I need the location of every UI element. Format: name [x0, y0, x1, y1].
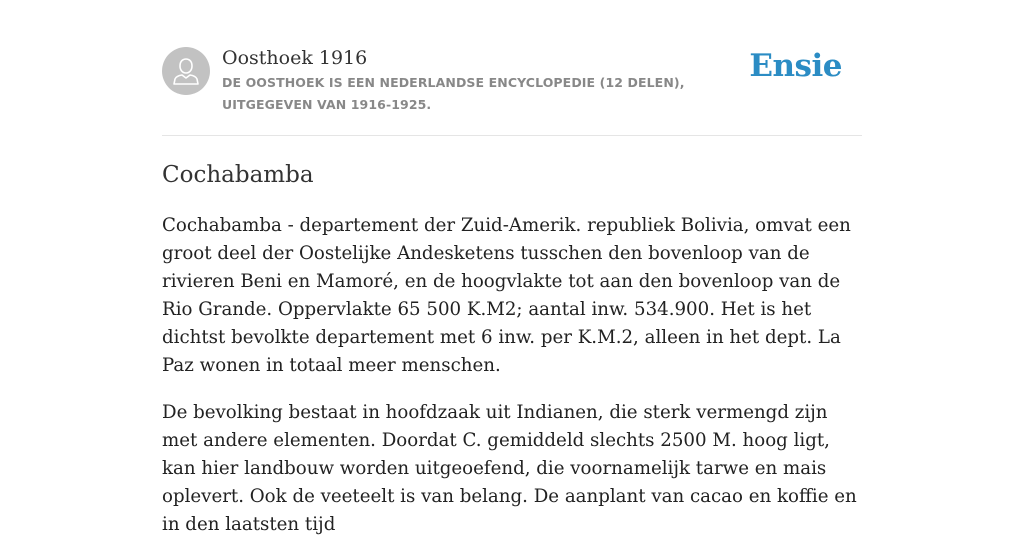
source-name[interactable]: Oosthoek 1916 [222, 47, 368, 69]
source-description: DE OOSTHOEK IS EEN NEDERLANDSE ENCYCLOPEDIE (12 DELEN), UITGEGEVEN VAN 1916-1925. [222, 75, 685, 112]
article-paragraph: Cochabamba - departement der Zuid-Amerik. republiek Bolivia, omvat een groot deel der Oostelijke Andesketens tusschen den bovenloop van de rivieren Beni en Mamoré, en de hoogvlakte tot aan den bovenloop van de Rio Grande. Oppervlakte 65 500 K.M2; aantal inw. 534.900. Het is het dichtst bevolkte departement met 6 inw. per K.M.2, alleen in het dept. La Paz wonen in totaal meer menschen. [162, 215, 851, 376]
article-paragraph: De bevolking bestaat in hoofdzaak uit Indianen, die sterk vermengd zijn met andere elementen. Doordat C. gemiddeld slechts 2500 M. hoog ligt, kan hier landbouw worden uitgeoefend, die voornamelijk tarwe en mais oplevert. Ook de veeteelt is van belang. De aanplant van cacao en koffie en in den laatsten tijd [162, 402, 857, 535]
source-info [222, 45, 762, 116]
article-title: Cochabamba [162, 162, 314, 188]
source-header [162, 0, 862, 136]
user-icon [162, 47, 210, 95]
source-avatar[interactable] [162, 47, 210, 95]
ensie-logo[interactable]: Ensie [749, 48, 842, 84]
page-container [162, 0, 862, 535]
article-body [162, 212, 862, 558]
